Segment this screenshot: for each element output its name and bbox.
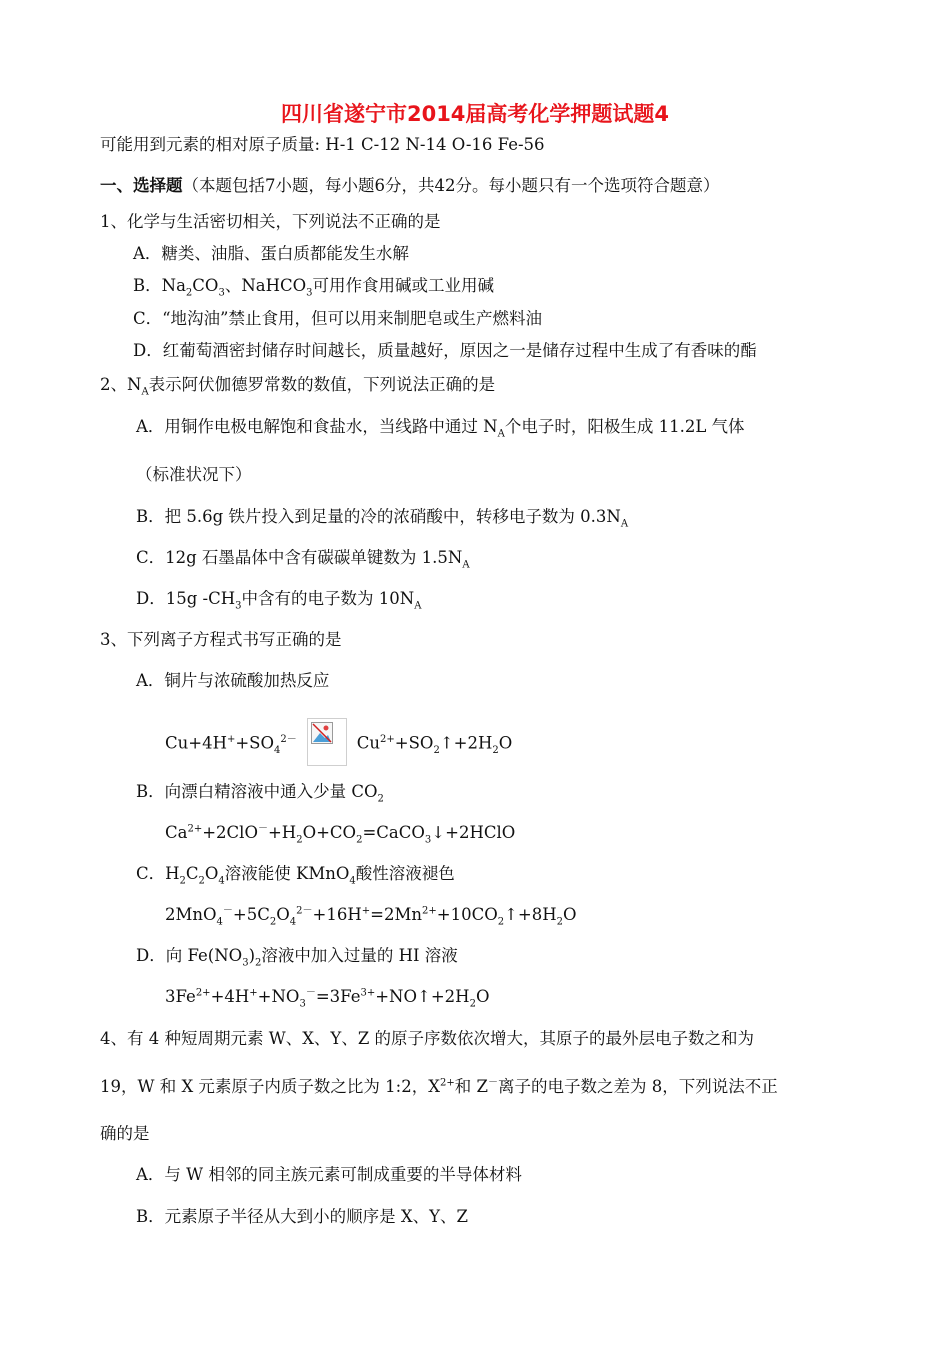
question-4-stem-line3: 确的是 (100, 1124, 150, 1143)
question-2-option-d: D．15g $-CH_3$中含有的电子数为 $10N_A$ (136, 589, 422, 612)
question-1-option-d: D．红葡萄酒密封储存时间越长，质量越好，原因之一是储存过程中生成了有香味的酯 (133, 341, 757, 360)
question-4-option-a: A．与 W 相邻的同主族元素可制成重要的半导体材料 (136, 1165, 522, 1184)
question-1-option-c: C．“地沟油”禁止食用，但可以用来制肥皂或生产燃料油 (133, 309, 542, 328)
question-2-option-c: C．12g 石墨晶体中含有碳碳单键数为 $1.5N_A$ (136, 548, 470, 571)
question-3-option-b: B．向漂白精溶液中通入少量 $CO_2$ (136, 782, 384, 805)
question-2-option-b: B．把 5.6g 铁片投入到足量的冷的浓硝酸中，转移电子数为 $0.3N_A$ (136, 507, 629, 530)
section-note: （本题包括7小题，每小题6分，共42分。每小题只有一个选项符合题意） (182, 176, 720, 195)
question-3-stem: 3、下列离子方程式书写正确的是 (100, 630, 342, 649)
question-1-option-a: A．糖类、油脂、蛋白质都能发生水解 (133, 244, 409, 263)
question-2-stem: 2、$N_A$表示阿伏伽德罗常数的数值，下列说法正确的是 (100, 375, 496, 398)
section-title: 一、选择题 (100, 176, 183, 195)
question-3-equation-a: $Cu+4H^++SO_4^{2-}$ $Cu^{2+}+SO_2↑+2H_2O$ (165, 720, 512, 768)
question-3-equation-d: $3Fe^{2+}+4H^++NO_3^-=3Fe^{3+}+NO↑+2H_2O$ (165, 987, 490, 1010)
section-heading (100, 175, 720, 197)
question-3-option-d: D．向 $Fe(NO_3)_2$溶液中加入过量的 HI 溶液 (136, 946, 458, 969)
question-2-option-a: A．用铜作电极电解饱和食盐水，当线路中通过 $N_A$个电子时，阳极生成 11.2L 气体 (136, 417, 745, 440)
question-3-option-c: C．$H_2C_2O_4$溶液能使 KMnO$_4$酸性溶液褪色 (136, 864, 455, 887)
question-1-stem: 1、化学与生活密切相关，下列说法不正确的是 (100, 212, 441, 231)
question-3-option-a: A．铜片与浓硫酸加热反应 (136, 671, 330, 690)
question-3-equation-c: $2MnO_4^-+5C_2O_4^{2-}+16H^+=2Mn^{2+}+10CO_2↑+8H_2O$ (165, 905, 577, 928)
question-1-option-b: B．$Na_2CO_3$、NaHCO$_3$可用作食用碱或工业用碱 (133, 276, 495, 299)
question-4-option-b: B．元素原子半径从大到小的顺序是 X、Y、Z (136, 1207, 468, 1226)
question-4-stem-line2: 19，W 和 X 元素原子内质子数之比为 1:2，$X^{2+}$和 Z－离子的电子数之差为 8，下列说法不正 (100, 1077, 778, 1096)
broken-image-icon (307, 718, 347, 766)
atomic-masses-line: 可能用到元素的相对原子质量: H-1 C-12 N-14 O-16 Fe-56 (100, 135, 545, 154)
document-title: 四川省遂宁市2014届高考化学押题试题4 (280, 102, 670, 126)
question-3-equation-b: $Ca^{2+}+2ClO^-+H_2O+CO_2=CaCO_3↓+2HClO$ (165, 823, 516, 846)
question-2-option-a-cont: （标准状况下） (136, 465, 252, 484)
question-4-stem-line1: 4、有 4 种短周期元素 W、X、Y、Z 的原子序数依次增大，其原子的最外层电子数之和为 (100, 1029, 755, 1048)
